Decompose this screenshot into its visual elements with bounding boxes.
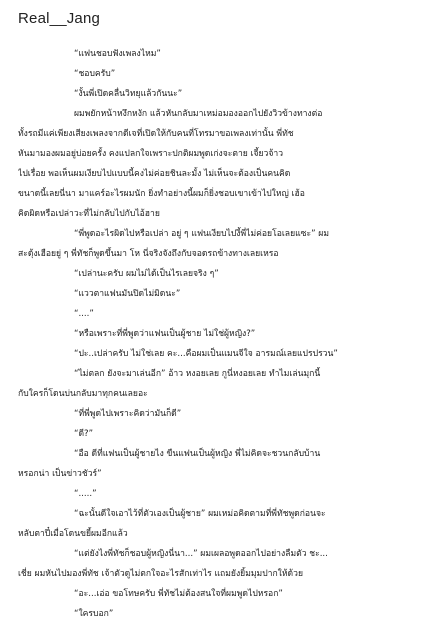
- paragraph-line: “ชอบครับ”: [74, 69, 116, 79]
- paragraph-continuation-line: คิดผิดหรือเปล่าวะที่ไม่กลับไปกับไอ้ฮาย: [18, 209, 160, 219]
- paragraph-continuation-line: หรอกน่า เป็นข่าวชัวร์”: [18, 469, 102, 479]
- paragraph-continuation-line: ไปเรื่อย พอเห็นผมเงียบไปแบบนี้คงไม่ค่อยชินละมั้ง ไม่เห็นจะต้องเป็นคนคิด: [18, 169, 291, 179]
- paragraph-line: “แววตาแฟนมันปิดไม่มิดนะ”: [74, 289, 181, 299]
- paragraph-continuation-line: เชี่ย ผมหันไปมองพี่ทัช เจ้าตัวดูไม่ตกใจอะไรสักเท่าไร แถมยังยิ้มมุมปากให้ด้วย: [18, 569, 303, 579]
- paragraph-line: “ปะ..เปล่าครับ ไม่ใช่เลย คะ...คือผมเป็นแมนจีใจ อารมณ์เลยแปรปรวน”: [74, 349, 338, 359]
- paragraph-line: “พี่พูดอะไรผิดไปหรือเปล่า อยู่ ๆ แฟนเงียบไปงี้พี่ไม่ค่อยโอเลยแซะ” ผม: [74, 229, 329, 239]
- paragraph-line: “ไม่ตลก ยังจะมาเล่นอีก” อ้าว หงอยเลย กูนี่หงอยเลย ทำไมเล่นมุกนี้: [74, 369, 321, 379]
- paragraph-continuation-line: กับใครก็โดนบ่นกลับมาทุกคนเลยอะ: [18, 389, 148, 399]
- paragraph-line: “งั้นพี่เปิดคลื่นวิทยุแล้วกันนะ”: [74, 89, 183, 99]
- paragraph-line: “....”: [74, 309, 94, 319]
- paragraph-line: “อะ...เอ่อ ขอโทษครับ พี่ทัชไม่ต้องสนใจที่ผมพูดไปหรอก”: [74, 589, 283, 599]
- paragraph-line: “หรือเพราะที่พี่พูดว่าแฟนเป็นผู้ชาย ไม่ใช่ผู้หญิง?”: [74, 329, 256, 339]
- paragraph-line: “อือ ดีที่แฟนเป็นผู้ชายไง ขืนแฟนเป็นผู้หญิง พี่ไม่คิดจะชวนกลับบ้าน: [74, 449, 321, 459]
- paragraph-continuation-line: หลับตาปี๋เมื่อโดนขยี้ผมอีกแล้ว: [18, 529, 128, 539]
- story-text: [18, 44, 421, 624]
- author-header: Real__Jang: [18, 10, 101, 27]
- paragraph-line: “ดี?”: [74, 429, 94, 439]
- paragraph-continuation-line: หันมามองผมอยู่บ่อยครั้ง คงแปลกใจเพราะปกติผมพูดเก่งจะตาย เจี้ยวจ้าว: [18, 149, 284, 159]
- paragraph-line: “.....”: [74, 489, 97, 499]
- paragraph-line: “ใครบอก”: [74, 609, 114, 619]
- paragraph-continuation-line: สะดุ้งเฮือยยู่ ๆ พี่ทัชก็พูดขึ้นมา โห นี่จริงจังถึงกับจอดรถข้างทางเลยเหรอ: [18, 249, 279, 259]
- paragraph-line: “ที่พี่พูดไปเพราะคิดว่ามันก็ดี”: [74, 409, 182, 419]
- paragraph-line: ผมพยักหน้าหงึกหงัก แล้วหันกลับมาเหม่อมองออกไปยังวิวข้างทางต่อ: [74, 109, 323, 119]
- paragraph-continuation-line: ทั้งรถมีแค่เพียงเสียงเพลงจากดีเจที่เปิดให้กับคนที่โทรมาขอเพลงเท่านั้น พี่ทัช: [18, 129, 294, 139]
- paragraph-line: “แฟนชอบฟังเพลงไหม”: [74, 49, 161, 59]
- paragraph-line: “แต่ยังไงพี่ทัชก็ชอบผู้หญิงนี่นา...” ผมเผลอพูดออกไปอย่างลืมตัว ชะ...: [74, 549, 328, 559]
- paragraph-line: “ฉะนั้นดีใจเอาไว้ที่ตัวเองเป็นผู้ชาย” ผมเหม่อคิดตามที่พี่ทัชพูดก่อนจะ: [74, 509, 326, 519]
- paragraph-line: “เปล่านะครับ ผมไม่ได้เป็นไรเลยจริง ๆ”: [74, 269, 219, 279]
- paragraph-continuation-line: ขนาดนี้เลยนี่นา มาแคร์อะไรผมนัก ยิ่งทำอย่างนี้ผมก็ยิ่งชอบเขาเข้าไปใหญ่ เฮ้อ: [18, 189, 305, 199]
